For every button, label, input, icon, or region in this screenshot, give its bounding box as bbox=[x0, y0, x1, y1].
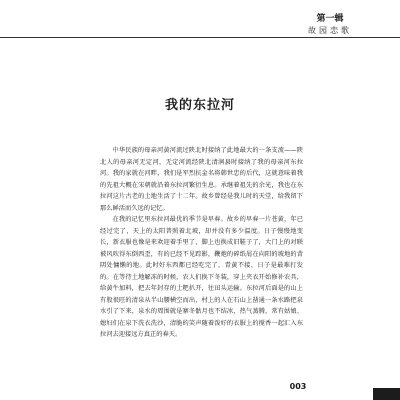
article-title: 我的东拉河 bbox=[164, 98, 235, 113]
page-number: 003 bbox=[289, 382, 307, 391]
header-rule bbox=[0, 37, 400, 38]
section-label: 故园恋歌 bbox=[308, 26, 352, 35]
chapter-label: 第一辑 bbox=[316, 14, 344, 24]
running-header bbox=[300, 14, 360, 36]
paragraph-1: 中华民族的母亲河黄河流过陕北时接纳了此地最大的一条支流——陕北人的母亲河无定河，无定河流经陕北清涧县时接纳了我的母亲河东拉河。我的家就在河畔，我们是军烈抗金名将韩世忠的后代，这就意味着我的先祖大概在宋朝就沿着东拉河繁衍生息。承继着祖先的余光，我也在东拉河这片古老的土地生活了十二年。故乡曾经是我儿时的天堂，给我留下那么鲜活而久远的记忆。 bbox=[100, 147, 303, 212]
thumb-tab-marker bbox=[373, 388, 400, 400]
article-body bbox=[100, 145, 303, 341]
paragraph-2: 在我的记忆里东拉河最优的季节是早春。故乡的早春一片苍黄，年已经过完了，天上的太阳普照着北坡，却并没有多少温度。日子慢慢地变长，新衣服也像是来欢迎着手里了，脚上也换成旧鞋子了，大门上的对联被风吹得东倒西歪，有的已经不见踪影，鞭炮的碎纸屑在向阳的坡地的背阴处慵懒的地。此时好东西都已经吃完了，青黄不接，日子是最难打发的。在等待土地解冻的时候，农人们换下冬装，穿上夹衣开始修补农具，给黄牛加料，把去年封存的土粑扒开，往田头运输。东拉河后面是的山上有股很旺的清泉从半山腰横空而出，村上的人在石山上凿通一条水路把泉水引了下来，泉水的周围就是寨冬骷月也不结冰，热气蒸腾，常有姑娘、媳妇们在泉下洗衣洗沙，清脆的笑声随着泼好的衣服上的搅香一起汇入东拉河去迎接远方真正的春天。 bbox=[100, 216, 303, 338]
